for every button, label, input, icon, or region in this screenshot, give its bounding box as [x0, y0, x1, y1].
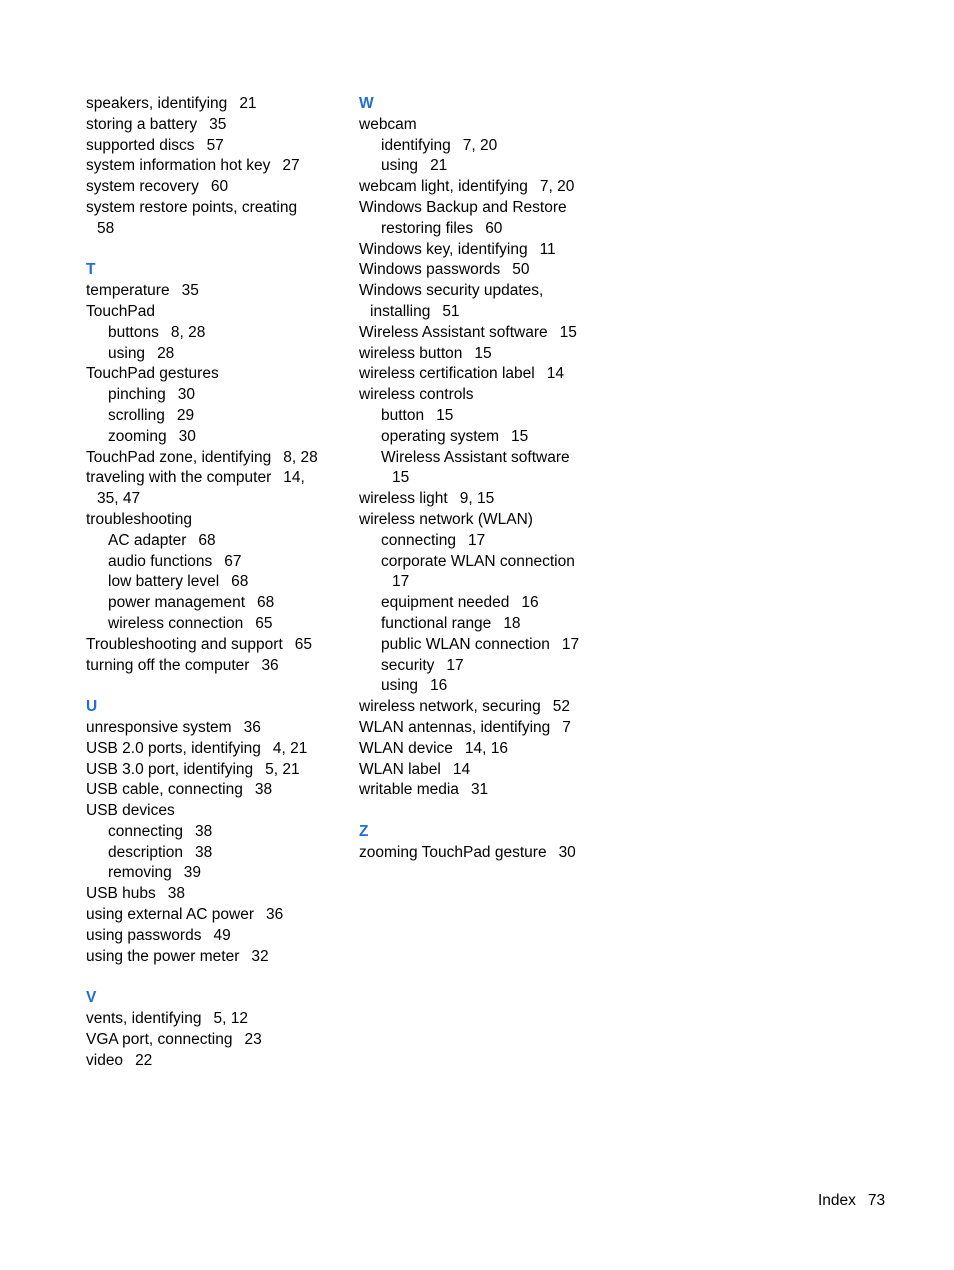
entry-text: T — [86, 261, 96, 279]
index-subentry — [359, 531, 609, 552]
index-continuation — [86, 489, 336, 510]
entry-text: storing a battery — [86, 115, 198, 133]
entry-pages: 15 — [511, 427, 529, 445]
entry-pages: 68 — [257, 594, 275, 612]
entry-text: Troubleshooting and support — [86, 635, 283, 653]
entry-text: VGA port, connecting — [86, 1030, 233, 1048]
index-subentry — [359, 219, 609, 240]
entry-pages: 16 — [430, 677, 448, 695]
index-subentry — [359, 406, 609, 427]
entry-pages: 51 — [442, 302, 460, 320]
entry-pages: 15 — [559, 323, 577, 341]
entry-text: USB hubs — [86, 885, 156, 903]
entry-text: traveling with the computer — [86, 469, 272, 487]
entry-pages: 38 — [254, 781, 273, 799]
index-entry — [86, 94, 336, 115]
entry-pages: 38 — [194, 822, 213, 840]
entry-text: TouchPad zone, identifying — [86, 448, 272, 466]
index-entry — [86, 926, 336, 947]
entry-text: 58 — [97, 219, 115, 237]
entry-text: Windows passwords — [359, 261, 501, 279]
entry-pages: 17 — [467, 531, 486, 549]
entry-pages: 21 — [430, 157, 448, 175]
index-subentry — [359, 614, 609, 635]
entry-pages: 39 — [183, 864, 201, 882]
entry-text: buttons — [108, 323, 159, 341]
index-subentry — [359, 448, 609, 469]
entry-pages: 68 — [231, 573, 249, 591]
entry-pages: 50 — [512, 261, 530, 279]
index-subentry — [86, 385, 336, 406]
index-subentry — [359, 136, 609, 157]
spacer — [86, 967, 336, 988]
entry-text: U — [86, 698, 98, 716]
entry-pages: 27 — [282, 157, 300, 175]
index-subentry — [86, 843, 336, 864]
entry-pages: 22 — [135, 1051, 153, 1069]
entry-text: identifying — [381, 136, 451, 154]
index-entry — [86, 739, 336, 760]
entry-text: wireless button — [359, 344, 463, 362]
index-continuation — [359, 302, 609, 323]
entry-pages: 15 — [474, 344, 492, 362]
entry-pages: 31 — [470, 781, 489, 799]
entry-text: functional range — [381, 614, 492, 632]
index-entry — [359, 260, 609, 281]
entry-text: turning off the computer — [86, 656, 250, 674]
entry-pages: 18 — [503, 614, 521, 632]
index-entry — [359, 739, 609, 760]
entry-text: AC adapter — [108, 531, 187, 549]
index-entry — [86, 136, 336, 157]
index-entry — [86, 281, 336, 302]
index-subentry — [359, 656, 609, 677]
entry-text: TouchPad gestures — [86, 365, 219, 383]
entry-pages: 8, 28 — [170, 323, 206, 341]
entry-text: wireless network, securing — [359, 698, 541, 716]
entry-text: using external AC power — [86, 906, 255, 924]
index-entry — [359, 177, 609, 198]
entry-text: public WLAN connection — [381, 635, 550, 653]
entry-pages: 30 — [177, 386, 195, 404]
entry-text: USB 3.0 port, identifying — [86, 760, 254, 778]
index-subentry — [86, 344, 336, 365]
entry-text: 35, 47 — [97, 490, 141, 508]
entry-text: 17 — [392, 573, 410, 591]
index-entry — [359, 780, 609, 801]
entry-text: Windows security updates, — [359, 282, 544, 300]
index-entry — [86, 780, 336, 801]
index-entry — [359, 489, 609, 510]
index-entry — [359, 843, 609, 864]
entry-pages: 29 — [176, 406, 195, 424]
entry-pages: 7, 20 — [462, 136, 498, 154]
index-entry — [359, 240, 609, 261]
index-subentry — [359, 676, 609, 697]
entry-text: WLAN antennas, identifying — [359, 718, 551, 736]
index-entry — [359, 718, 609, 739]
entry-text: W — [359, 95, 374, 112]
entry-pages: 30 — [178, 427, 196, 445]
entry-text: webcam — [359, 115, 417, 133]
entry-text: installing — [370, 302, 431, 320]
entry-text: writable media — [359, 781, 459, 799]
entry-text: restoring files — [381, 219, 474, 237]
entry-text: WLAN device — [359, 739, 453, 757]
spacer — [86, 240, 336, 261]
index-column-left — [86, 94, 336, 1071]
entry-text: vents, identifying — [86, 1010, 202, 1028]
entry-pages: 11 — [539, 240, 556, 258]
entry-pages: 52 — [552, 698, 571, 716]
entry-pages: 35 — [181, 282, 199, 300]
index-subentry — [86, 572, 336, 593]
index-entry — [359, 281, 609, 302]
index-subentry — [86, 427, 336, 448]
entry-text: description — [108, 843, 183, 861]
entry-text: Wireless Assistant software — [381, 448, 570, 466]
index-subentry — [86, 552, 336, 573]
entry-pages: 49 — [213, 926, 231, 944]
entry-pages: 5, 12 — [213, 1010, 248, 1028]
entry-pages: 5, 21 — [265, 760, 300, 778]
entry-pages: 17 — [561, 635, 580, 653]
entry-text: wireless certification label — [359, 365, 535, 383]
entry-text: corporate WLAN connection — [381, 552, 575, 570]
index-entry — [86, 1051, 336, 1072]
entry-pages: 8, 28 — [283, 448, 318, 466]
spacer — [359, 801, 609, 822]
index-column-right — [359, 94, 609, 863]
index-entry — [359, 115, 609, 136]
entry-text: WLAN label — [359, 760, 441, 778]
index-entry — [86, 198, 336, 219]
index-entry — [86, 718, 336, 739]
entry-pages: 15 — [436, 406, 454, 424]
entry-pages: 35 — [209, 115, 227, 133]
entry-pages: 7, 20 — [539, 178, 575, 196]
entry-pages: 57 — [206, 136, 224, 154]
entry-text: USB 2.0 ports, identifying — [86, 739, 261, 757]
index-entry — [86, 1009, 336, 1030]
entry-text: webcam light, identifying — [359, 178, 528, 196]
entry-pages: 38 — [194, 843, 213, 861]
entry-pages: 14, — [283, 469, 305, 487]
entry-text: wireless network (WLAN) — [359, 510, 533, 528]
entry-pages: 68 — [198, 531, 216, 549]
entry-text: system restore points, creating — [86, 198, 298, 216]
index-subentry — [86, 614, 336, 635]
entry-text: wireless light — [359, 490, 448, 508]
entry-text: power management — [108, 594, 245, 612]
entry-pages: 67 — [224, 552, 242, 570]
index-subentry — [86, 323, 336, 344]
index-entry — [86, 364, 336, 385]
entry-text: wireless connection — [108, 614, 244, 632]
entry-pages: 16 — [521, 594, 539, 612]
index-entry — [359, 385, 609, 406]
index-entry — [86, 448, 336, 469]
entry-text: Windows key, identifying — [359, 240, 528, 258]
entry-text: removing — [108, 864, 172, 882]
entry-text: zooming TouchPad gesture — [359, 843, 547, 861]
entry-text: system recovery — [86, 178, 199, 196]
entry-pages: 36 — [261, 656, 279, 674]
entry-pages: 17 — [446, 656, 464, 674]
entry-text: button — [381, 406, 425, 424]
entry-text: speakers, identifying — [86, 95, 228, 112]
entry-text: equipment needed — [381, 594, 510, 612]
index-entry — [359, 323, 609, 344]
entry-pages: 32 — [251, 947, 269, 965]
entry-pages: 14 — [546, 365, 564, 383]
entry-text: 15 — [392, 469, 410, 487]
index-continuation — [86, 219, 336, 240]
index-entry — [86, 156, 336, 177]
index-subentry — [359, 552, 609, 573]
index-subentry — [359, 427, 609, 448]
entry-pages: 14 — [452, 760, 471, 778]
entry-text: Z — [359, 822, 369, 840]
entry-text: USB cable, connecting — [86, 781, 243, 799]
index-subentry — [86, 863, 336, 884]
entry-pages: 9, 15 — [459, 490, 495, 508]
entry-text: using — [381, 677, 419, 695]
index-entry — [86, 177, 336, 198]
entry-pages: 14, 16 — [464, 739, 509, 757]
index-subentry — [359, 156, 609, 177]
entry-text: V — [86, 989, 97, 1007]
index-entry — [359, 364, 609, 385]
entry-text: wireless controls — [359, 386, 474, 404]
entry-text: TouchPad — [86, 302, 155, 320]
index-entry — [359, 344, 609, 365]
index-entry — [359, 760, 609, 781]
index-subentry — [86, 593, 336, 614]
index-entry — [359, 510, 609, 531]
entry-text: zooming — [108, 427, 167, 445]
entry-pages: 38 — [167, 885, 186, 903]
index-entry — [86, 656, 336, 677]
entry-text: pinching — [108, 386, 166, 404]
entry-text: temperature — [86, 282, 170, 300]
entry-pages: 30 — [558, 843, 576, 861]
entry-text: low battery level — [108, 573, 220, 591]
entry-text: system information hot key — [86, 157, 271, 175]
index-entry — [86, 115, 336, 136]
entry-text: using the power meter — [86, 947, 240, 965]
index-continuation — [359, 572, 609, 593]
spacer — [86, 676, 336, 697]
entry-text: USB devices — [86, 802, 175, 820]
index-entry — [86, 635, 336, 656]
section-heading — [359, 94, 609, 115]
section-heading — [86, 988, 336, 1009]
entry-pages: 23 — [244, 1030, 262, 1048]
entry-pages: 60 — [485, 219, 503, 237]
index-entry — [86, 1030, 336, 1051]
index-entry — [86, 947, 336, 968]
entry-text: connecting — [381, 531, 456, 549]
entry-pages: 36 — [266, 906, 284, 924]
index-subentry — [359, 635, 609, 656]
entry-text: using passwords — [86, 926, 202, 944]
index-entry — [359, 697, 609, 718]
entry-pages: 65 — [294, 635, 313, 653]
index-continuation — [359, 468, 609, 489]
entry-text: operating system — [381, 427, 500, 445]
page-footer — [818, 1190, 885, 1211]
entry-text: connecting — [108, 822, 183, 840]
entry-pages: 60 — [210, 178, 229, 196]
entry-text: video — [86, 1051, 124, 1069]
entry-pages: 36 — [243, 718, 261, 736]
entry-text: audio functions — [108, 552, 213, 570]
index-subentry — [86, 406, 336, 427]
section-heading — [86, 697, 336, 718]
index-entry — [86, 884, 336, 905]
index-entry — [86, 510, 336, 531]
footer-page-number: 73 — [867, 1192, 886, 1209]
entry-text: unresponsive system — [86, 718, 232, 736]
index-entry — [86, 302, 336, 323]
entry-text: Windows Backup and Restore — [359, 198, 567, 216]
entry-text: security — [381, 656, 435, 674]
index-subentry — [86, 822, 336, 843]
index-entry — [86, 801, 336, 822]
index-entry — [86, 468, 336, 489]
entry-text: Wireless Assistant software — [359, 323, 548, 341]
entry-text: using — [381, 157, 419, 175]
entry-pages: 4, 21 — [272, 739, 308, 757]
entry-pages: 21 — [239, 95, 257, 112]
section-heading — [86, 260, 336, 281]
index-subentry — [86, 531, 336, 552]
footer-label: Index — [818, 1192, 856, 1209]
section-heading — [359, 822, 609, 843]
entry-text: using — [108, 344, 146, 362]
entry-pages: 7 — [562, 718, 571, 736]
index-entry — [86, 905, 336, 926]
entry-text: troubleshooting — [86, 510, 192, 528]
index-subentry — [359, 593, 609, 614]
entry-text: scrolling — [108, 406, 165, 424]
entry-pages: 65 — [255, 614, 273, 632]
entry-text: supported discs — [86, 136, 195, 154]
index-entry — [359, 198, 609, 219]
index-entry — [86, 760, 336, 781]
entry-pages: 28 — [157, 344, 175, 362]
